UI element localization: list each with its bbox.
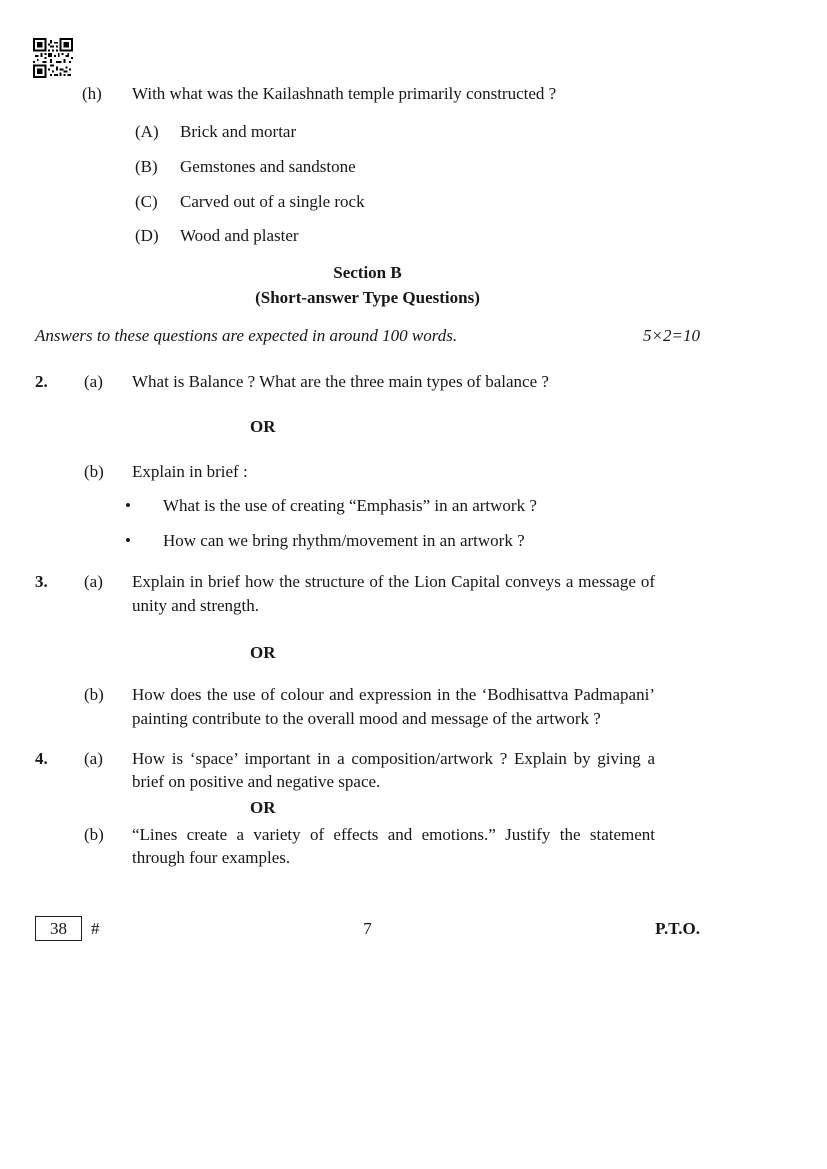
qr-code-icon xyxy=(33,38,73,78)
bullet-text: How can we bring rhythm/movement in an artwork ? xyxy=(163,531,525,550)
part-label: (b) xyxy=(84,462,104,481)
question-text: Explain in brief how the structure of the Lion Capital conveys a message of unity and strength. xyxy=(132,572,655,615)
part-label: (b) xyxy=(84,824,104,844)
question-text: “Lines create a variety of effects and emotions.” Justify the statement through four examples. xyxy=(132,824,655,867)
page-footer xyxy=(35,916,700,941)
question-4b xyxy=(35,823,700,870)
section-subtitle: (Short-answer Type Questions) xyxy=(255,288,480,307)
question-4a xyxy=(35,747,700,794)
question-3b xyxy=(35,683,700,730)
hash-mark: # xyxy=(91,918,100,938)
option-label: (D) xyxy=(135,226,159,245)
question-3a xyxy=(35,570,700,617)
question-2a xyxy=(35,370,700,394)
bullet-item xyxy=(125,529,700,553)
marks-scheme: 5×2=10 xyxy=(643,326,700,345)
paper-code: 38 xyxy=(50,919,67,938)
question-text: Explain in brief : xyxy=(132,462,248,481)
option-text: Carved out of a single rock xyxy=(180,192,365,211)
mcq-option-d xyxy=(135,224,700,248)
part-label: (a) xyxy=(84,572,103,591)
question-text: How is ‘space’ important in a composition/artwork ? Explain by giving a brief on positive and negative space. xyxy=(132,748,655,791)
question-number: 3. xyxy=(35,572,48,591)
or-separator: OR xyxy=(250,417,276,436)
mcq-question-text: With what was the Kailashnath temple primarily constructed ? xyxy=(132,84,557,103)
mcq-option-c xyxy=(135,190,700,214)
option-label: (A) xyxy=(135,121,159,141)
page-content xyxy=(35,82,700,870)
bullet-item xyxy=(125,494,700,518)
part-label: (a) xyxy=(84,372,103,391)
or-separator: OR xyxy=(250,797,276,817)
question-number: 2. xyxy=(35,372,48,391)
footer-left xyxy=(35,916,363,941)
question-number: 4. xyxy=(35,748,48,768)
question-2b xyxy=(35,460,700,484)
option-text: Gemstones and sandstone xyxy=(180,156,356,176)
option-text: Brick and mortar xyxy=(180,121,297,141)
page-number: 7 xyxy=(363,918,372,938)
question-text: What is Balance ? What are the three main types of balance ? xyxy=(132,372,549,391)
option-label: (C) xyxy=(135,192,158,211)
or-separator: OR xyxy=(250,643,276,662)
part-label: (b) xyxy=(84,685,104,704)
mcq-option-b xyxy=(135,155,700,179)
mcq-label: (h) xyxy=(82,84,102,103)
instruction-text: Answers to these questions are expected in around 100 words. xyxy=(35,326,458,345)
pto-label: P.T.O. xyxy=(655,918,700,938)
paper-code-box xyxy=(35,916,82,941)
question-text: How does the use of colour and expression in the ‘Bodhisattva Padmapani’ painting contribute to the overall mood and message of the artwork ? xyxy=(132,685,655,728)
section-instruction-row xyxy=(35,324,700,348)
bullet-icon: • xyxy=(125,496,131,515)
part-label: (a) xyxy=(84,748,103,768)
mcq-question-h xyxy=(35,82,700,106)
option-text: Wood and plaster xyxy=(180,226,299,245)
option-label: (B) xyxy=(135,156,158,176)
bullet-icon: • xyxy=(125,531,131,550)
mcq-option-a xyxy=(135,120,700,144)
section-title: Section B xyxy=(333,263,402,282)
bullet-text: What is the use of creating “Emphasis” in an artwork ? xyxy=(163,496,537,515)
